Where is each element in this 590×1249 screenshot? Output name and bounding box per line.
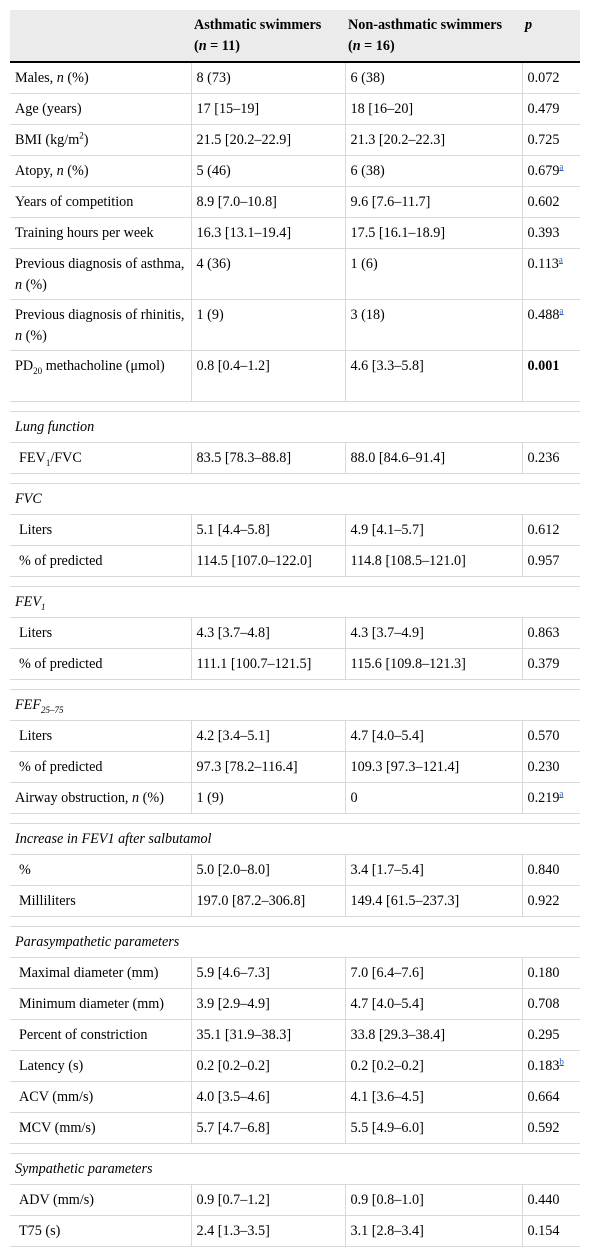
row-label: T75 (s) bbox=[10, 1216, 191, 1247]
nonasthmatic-value: 0.2 [0.2–0.2] bbox=[345, 1051, 522, 1082]
section-title-text: FEF bbox=[15, 697, 41, 713]
p-value: 0.180 bbox=[522, 958, 580, 989]
spacer-row bbox=[10, 917, 580, 927]
asthmatic-value: 5.7 [4.7–6.8] bbox=[191, 1113, 345, 1144]
asthmatic-value: 83.5 [78.3–88.8] bbox=[191, 443, 345, 474]
p-value bbox=[522, 1051, 580, 1082]
nonasthmatic-value: 4.6 [3.3–5.8] bbox=[345, 351, 522, 402]
row-label bbox=[10, 249, 191, 300]
asthmatic-value: 197.0 [87.2–306.8] bbox=[191, 886, 345, 917]
p-value: 0.602 bbox=[522, 187, 580, 218]
p-value: 0.440 bbox=[522, 1185, 580, 1216]
spacer-cell bbox=[10, 577, 580, 587]
row-label: Liters bbox=[10, 515, 191, 546]
table-row bbox=[10, 156, 580, 187]
p-value bbox=[522, 156, 580, 187]
nonasthmatic-value: 33.8 [29.3–38.4] bbox=[345, 1020, 522, 1051]
label-tail: (%) bbox=[63, 70, 89, 86]
label-text: Airway obstruction, bbox=[15, 790, 133, 806]
header-nonasthmatic-count: = 16) bbox=[360, 38, 395, 54]
nonasthmatic-value: 0.9 [0.8–1.0] bbox=[345, 1185, 522, 1216]
row-label bbox=[10, 351, 191, 402]
row-label bbox=[10, 443, 191, 474]
header-row bbox=[10, 10, 580, 62]
asthmatic-value: 0.2 [0.2–0.2] bbox=[191, 1051, 345, 1082]
spacer-row bbox=[10, 814, 580, 824]
p-value bbox=[522, 783, 580, 814]
p-value: 0.840 bbox=[522, 855, 580, 886]
row-label bbox=[10, 300, 191, 351]
asthmatic-value: 17 [15–19] bbox=[191, 94, 345, 125]
header-nonasthmatic-open: ( bbox=[348, 38, 353, 54]
table-row bbox=[10, 218, 580, 249]
label-n: n bbox=[56, 163, 64, 179]
nonasthmatic-value: 149.4 [61.5–237.3] bbox=[345, 886, 522, 917]
row-label: Maximal diameter (mm) bbox=[10, 958, 191, 989]
asthmatic-value: 0.8 [0.4–1.2] bbox=[191, 351, 345, 402]
nonasthmatic-value: 4.3 [3.7–4.9] bbox=[345, 618, 522, 649]
table-container bbox=[10, 10, 580, 1247]
spacer-row bbox=[10, 680, 580, 690]
nonasthmatic-value: 5.5 [4.9–6.0] bbox=[345, 1113, 522, 1144]
asthmatic-value: 21.5 [20.2–22.9] bbox=[191, 125, 345, 156]
nonasthmatic-value: 9.6 [7.6–11.7] bbox=[345, 187, 522, 218]
nonasthmatic-value: 6 (38) bbox=[345, 156, 522, 187]
section-title bbox=[10, 690, 580, 721]
label-n: n bbox=[56, 70, 64, 86]
row-label bbox=[10, 125, 191, 156]
p-value: 0.664 bbox=[522, 1082, 580, 1113]
row-label: Percent of constriction bbox=[10, 1020, 191, 1051]
asthmatic-value: 2.4 [1.3–3.5] bbox=[191, 1216, 345, 1247]
label-tail: ) bbox=[83, 132, 89, 148]
label-text: Previous diagnosis of rhinitis, bbox=[15, 307, 185, 323]
p-value: 0.957 bbox=[522, 546, 580, 577]
spacer-cell bbox=[10, 814, 580, 824]
table-row bbox=[10, 752, 580, 783]
row-label: % of predicted bbox=[10, 546, 191, 577]
section-row bbox=[10, 1154, 580, 1185]
row-label: ACV (mm/s) bbox=[10, 1082, 191, 1113]
table-row bbox=[10, 300, 580, 351]
nonasthmatic-value: 3.1 [2.8–3.4] bbox=[345, 1216, 522, 1247]
asthmatic-value: 16.3 [13.1–19.4] bbox=[191, 218, 345, 249]
row-label: Liters bbox=[10, 721, 191, 752]
nonasthmatic-value: 4.7 [4.0–5.4] bbox=[345, 721, 522, 752]
p-value: 0.072 bbox=[522, 62, 580, 94]
table-row bbox=[10, 351, 580, 402]
asthmatic-value: 1 (9) bbox=[191, 300, 345, 351]
nonasthmatic-value: 6 (38) bbox=[345, 62, 522, 94]
section-title: FVC bbox=[10, 484, 580, 515]
nonasthmatic-value: 18 [16–20] bbox=[345, 94, 522, 125]
header-nonasthmatic bbox=[345, 10, 522, 62]
label-text: BMI (kg/m bbox=[15, 132, 80, 148]
asthmatic-value: 8.9 [7.0–10.8] bbox=[191, 187, 345, 218]
label-text: Males, bbox=[15, 70, 57, 86]
label-tail: (%) bbox=[22, 276, 47, 293]
asthmatic-value: 5.1 [4.4–5.8] bbox=[191, 515, 345, 546]
asthmatic-value: 97.3 [78.2–116.4] bbox=[191, 752, 345, 783]
section-row bbox=[10, 412, 580, 443]
footnote-link[interactable]: a bbox=[558, 254, 563, 265]
header-nonasthmatic-title: Non-asthmatic swimmers bbox=[348, 17, 503, 33]
nonasthmatic-value: 7.0 [6.4–7.6] bbox=[345, 958, 522, 989]
spacer-cell bbox=[10, 1144, 580, 1154]
p-number: 0.113 bbox=[527, 256, 559, 272]
label-text: Previous diagnosis of asthma, bbox=[15, 256, 185, 272]
label-tail: methacholine (μmol) bbox=[42, 358, 165, 374]
label-tail: (%) bbox=[139, 790, 164, 806]
table-row bbox=[10, 721, 580, 752]
label-n: n bbox=[132, 790, 140, 806]
label-n: n bbox=[15, 276, 23, 293]
label-tail: /FVC bbox=[50, 450, 82, 466]
nonasthmatic-value: 1 (6) bbox=[345, 249, 522, 300]
p-value: 0.570 bbox=[522, 721, 580, 752]
nonasthmatic-value: 115.6 [109.8–121.3] bbox=[345, 649, 522, 680]
row-label: % of predicted bbox=[10, 649, 191, 680]
asthmatic-value: 111.1 [100.7–121.5] bbox=[191, 649, 345, 680]
asthmatic-value: 1 (9) bbox=[191, 783, 345, 814]
table-row bbox=[10, 1113, 580, 1144]
spacer-cell bbox=[10, 474, 580, 484]
table-row bbox=[10, 187, 580, 218]
asthmatic-value: 5 (46) bbox=[191, 156, 345, 187]
section-title: Increase in FEV1 after salbutamol bbox=[10, 824, 580, 855]
spacer-row bbox=[10, 402, 580, 412]
footnote-link[interactable]: a bbox=[559, 305, 564, 316]
asthmatic-value: 3.9 [2.9–4.9] bbox=[191, 989, 345, 1020]
table-row bbox=[10, 443, 580, 474]
nonasthmatic-value: 88.0 [84.6–91.4] bbox=[345, 443, 522, 474]
spacer-row bbox=[10, 577, 580, 587]
asthmatic-value: 8 (73) bbox=[191, 62, 345, 94]
row-label bbox=[10, 62, 191, 94]
p-value: 0.708 bbox=[522, 989, 580, 1020]
table-row bbox=[10, 1051, 580, 1082]
p-number: 0.679 bbox=[527, 163, 560, 179]
p-value: 0.863 bbox=[522, 618, 580, 649]
p-number: 0.183 bbox=[527, 1058, 560, 1074]
label-tail: (%) bbox=[63, 163, 89, 179]
label-text: Atopy, bbox=[15, 163, 57, 179]
p-value: 0.236 bbox=[522, 443, 580, 474]
row-label: Age (years) bbox=[10, 94, 191, 125]
p-value: 0.379 bbox=[522, 649, 580, 680]
asthmatic-value: 4 (36) bbox=[191, 249, 345, 300]
table-row bbox=[10, 249, 580, 300]
nonasthmatic-value: 3 (18) bbox=[345, 300, 522, 351]
p-value: 0.612 bbox=[522, 515, 580, 546]
label-text: PD bbox=[15, 358, 34, 374]
section-row bbox=[10, 824, 580, 855]
p-value: 0.393 bbox=[522, 218, 580, 249]
row-label: % bbox=[10, 855, 191, 886]
table-row bbox=[10, 886, 580, 917]
spacer-cell bbox=[10, 402, 580, 412]
label-n: n bbox=[15, 327, 23, 344]
header-nonasthmatic-n: n bbox=[352, 38, 361, 54]
asthmatic-value: 4.2 [3.4–5.1] bbox=[191, 721, 345, 752]
row-label bbox=[10, 156, 191, 187]
row-label: ADV (mm/s) bbox=[10, 1185, 191, 1216]
table-row bbox=[10, 649, 580, 680]
header-asthmatic-open: ( bbox=[194, 38, 199, 54]
p-value: 0.725 bbox=[522, 125, 580, 156]
nonasthmatic-value: 4.9 [4.1–5.7] bbox=[345, 515, 522, 546]
header-asthmatic-n: n bbox=[198, 38, 207, 54]
row-label: Liters bbox=[10, 618, 191, 649]
footnote-link[interactable]: a bbox=[559, 161, 564, 172]
nonasthmatic-value: 109.3 [97.3–121.4] bbox=[345, 752, 522, 783]
nonasthmatic-value: 4.7 [4.0–5.4] bbox=[345, 989, 522, 1020]
row-label: Milliliters bbox=[10, 886, 191, 917]
header-empty-cell bbox=[10, 10, 191, 62]
p-value: 0.592 bbox=[522, 1113, 580, 1144]
nonasthmatic-value: 3.4 [1.7–5.4] bbox=[345, 855, 522, 886]
table-row bbox=[10, 125, 580, 156]
row-label: % of predicted bbox=[10, 752, 191, 783]
row-label: Training hours per week bbox=[10, 218, 191, 249]
section-title-subscript: 25–75 bbox=[41, 704, 64, 715]
section-row bbox=[10, 927, 580, 958]
asthmatic-value: 5.9 [4.6–7.3] bbox=[191, 958, 345, 989]
table-row bbox=[10, 546, 580, 577]
nonasthmatic-value: 0 bbox=[345, 783, 522, 814]
row-label: Minimum diameter (mm) bbox=[10, 989, 191, 1020]
p-value: 0.295 bbox=[522, 1020, 580, 1051]
table-row bbox=[10, 62, 580, 94]
table-row bbox=[10, 855, 580, 886]
p-number: 0.219 bbox=[527, 790, 560, 806]
section-title: Parasympathetic parameters bbox=[10, 927, 580, 958]
data-table bbox=[10, 10, 580, 1247]
p-number: 0.488 bbox=[527, 307, 560, 323]
header-asthmatic-count: = 11) bbox=[206, 38, 240, 54]
asthmatic-value: 5.0 [2.0–8.0] bbox=[191, 855, 345, 886]
label-text: FEV bbox=[19, 450, 46, 466]
p-value: 0.154 bbox=[522, 1216, 580, 1247]
table-row bbox=[10, 1185, 580, 1216]
header-p bbox=[522, 10, 580, 62]
section-title-text: FEV bbox=[15, 594, 41, 610]
table-row bbox=[10, 783, 580, 814]
nonasthmatic-value: 114.8 [108.5–121.0] bbox=[345, 546, 522, 577]
p-value-significant: 0.001 bbox=[522, 351, 580, 402]
asthmatic-value: 114.5 [107.0–122.0] bbox=[191, 546, 345, 577]
nonasthmatic-value: 17.5 [16.1–18.9] bbox=[345, 218, 522, 249]
label-subscript: 1 bbox=[45, 457, 51, 468]
section-row bbox=[10, 690, 580, 721]
section-title-subscript: 1 bbox=[41, 601, 46, 612]
section-title bbox=[10, 587, 580, 618]
asthmatic-value: 4.3 [3.7–4.8] bbox=[191, 618, 345, 649]
spacer-cell bbox=[10, 680, 580, 690]
section-title: Lung function bbox=[10, 412, 580, 443]
header-p-label: p bbox=[525, 17, 533, 33]
spacer-row bbox=[10, 1144, 580, 1154]
p-value bbox=[522, 249, 580, 300]
nonasthmatic-value: 4.1 [3.6–4.5] bbox=[345, 1082, 522, 1113]
asthmatic-value: 4.0 [3.5–4.6] bbox=[191, 1082, 345, 1113]
row-label: MCV (mm/s) bbox=[10, 1113, 191, 1144]
row-label: Years of competition bbox=[10, 187, 191, 218]
table-row bbox=[10, 618, 580, 649]
p-value: 0.922 bbox=[522, 886, 580, 917]
spacer-cell bbox=[10, 917, 580, 927]
spacer-row bbox=[10, 474, 580, 484]
table-row bbox=[10, 958, 580, 989]
header-asthmatic-title: Asthmatic swimmers bbox=[194, 17, 322, 33]
table-row bbox=[10, 1216, 580, 1247]
p-value bbox=[522, 300, 580, 351]
asthmatic-value: 35.1 [31.9–38.3] bbox=[191, 1020, 345, 1051]
p-value: 0.230 bbox=[522, 752, 580, 783]
section-title: Sympathetic parameters bbox=[10, 1154, 580, 1185]
table-row bbox=[10, 989, 580, 1020]
asthmatic-value: 0.9 [0.7–1.2] bbox=[191, 1185, 345, 1216]
p-value: 0.479 bbox=[522, 94, 580, 125]
nonasthmatic-value: 21.3 [20.2–22.3] bbox=[345, 125, 522, 156]
table-row bbox=[10, 1082, 580, 1113]
label-superscript: 2 bbox=[79, 130, 84, 141]
header-asthmatic bbox=[191, 10, 345, 62]
label-subscript: 20 bbox=[33, 365, 43, 376]
row-label bbox=[10, 783, 191, 814]
table-row bbox=[10, 94, 580, 125]
table-row bbox=[10, 1020, 580, 1051]
row-label: Latency (s) bbox=[10, 1051, 191, 1082]
footnote-link[interactable]: b bbox=[559, 1056, 564, 1067]
table-header bbox=[10, 10, 580, 62]
table-row bbox=[10, 515, 580, 546]
label-tail: (%) bbox=[22, 327, 47, 344]
section-row bbox=[10, 484, 580, 515]
section-row bbox=[10, 587, 580, 618]
footnote-link[interactable]: a bbox=[559, 788, 564, 799]
